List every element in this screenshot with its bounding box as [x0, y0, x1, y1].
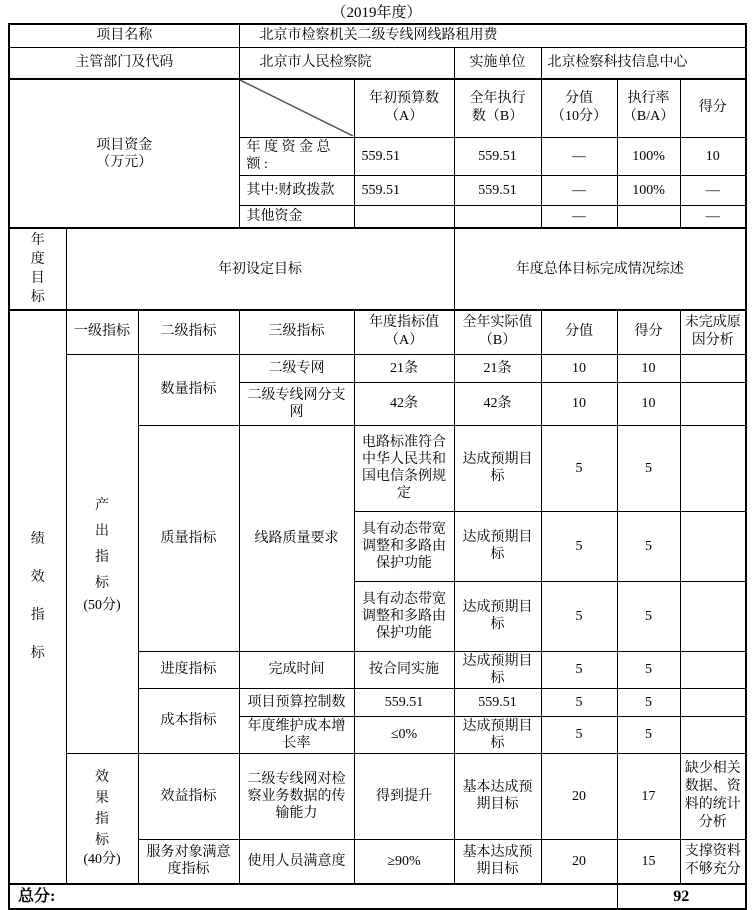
perf-header-l2: 二级指标 [138, 310, 239, 354]
target-cell: 具有动态带宽调整和多路由保护功能 [354, 511, 454, 581]
rate-value: 100% [617, 137, 680, 175]
funding-header-rate: 执行率 （B/A） [617, 79, 680, 137]
budget-value [354, 205, 454, 228]
target-cell: 具有动态带宽调整和多路由保护功能 [354, 581, 454, 651]
total-label: 总分: [9, 884, 617, 909]
project-name-value: 北京市检察机关二级专线网线路租用费 [239, 24, 746, 47]
weight-cell: 5 [541, 511, 617, 581]
goal-initial-header: 年初设定目标 [66, 228, 454, 310]
level1-output-indicator: 产出指标 (50分) [66, 354, 138, 753]
annual-goal-section-label: 年度目标 [9, 228, 66, 310]
funding-row-label: 其中:财政拨款 [239, 175, 354, 205]
target-cell: 得到提升 [354, 753, 454, 839]
weight-cell: 5 [541, 651, 617, 688]
l3-cell: 年度维护成本增长率 [239, 716, 354, 753]
score-cell: 17 [617, 753, 680, 839]
actual-cell: 达成预期目标 [454, 651, 541, 688]
reason-cell [680, 425, 746, 511]
level2-quantity: 数量指标 [138, 354, 239, 425]
diagonal-header-cell [239, 79, 354, 137]
rate-value [617, 205, 680, 228]
score-value: 10 [680, 137, 746, 175]
funding-header-score: 得分 [680, 79, 746, 137]
score-cell: 5 [617, 425, 680, 511]
funding-section-label: 项目资金 （万元） [9, 79, 239, 228]
weight-cell: 20 [541, 839, 617, 884]
weight-cell: 5 [541, 581, 617, 651]
weight-cell: 10 [541, 354, 617, 382]
perf-row [9, 354, 746, 382]
impl-unit-label: 实施单位 [454, 47, 541, 79]
target-cell: 按合同实施 [354, 651, 454, 688]
reason-cell [680, 688, 746, 716]
actual-cell: 559.51 [454, 688, 541, 716]
total-score-value: 92 [617, 884, 746, 909]
l3-cell: 二级专线网对检察业务数据的传输能力 [239, 753, 354, 839]
l3-cell: 二级专网 [239, 354, 354, 382]
funding-header-actual: 全年执行 数（B） [454, 79, 541, 137]
weight-cell: 10 [541, 382, 617, 425]
evaluation-table [8, 23, 747, 910]
level2-quality: 质量指标 [138, 425, 239, 651]
score-value: — [680, 175, 746, 205]
reason-cell [680, 716, 746, 753]
reason-cell: 支撑资料不够充分 [680, 839, 746, 884]
perf-header-weight: 分值 [541, 310, 617, 354]
funding-row-label: 年度资金总额: [239, 137, 354, 175]
weight-value: — [541, 137, 617, 175]
reason-cell [680, 651, 746, 688]
target-cell: 21条 [354, 354, 454, 382]
reason-cell [680, 382, 746, 425]
score-cell: 5 [617, 688, 680, 716]
actual-value: 559.51 [454, 137, 541, 175]
impl-unit-value: 北京检察科技信息中心 [541, 47, 746, 79]
weight-value: — [541, 205, 617, 228]
level2-cost: 成本指标 [138, 688, 239, 753]
dept-label: 主管部门及代码 [9, 47, 239, 79]
actual-cell: 42条 [454, 382, 541, 425]
target-cell: 559.51 [354, 688, 454, 716]
budget-value: 559.51 [354, 137, 454, 175]
level1-effect-indicator: 效果指标 (40分) [66, 753, 138, 884]
actual-cell: 达成预期目标 [454, 716, 541, 753]
perf-row [9, 753, 746, 839]
target-cell: ≤0% [354, 716, 454, 753]
level2-benefit: 效益指标 [138, 753, 239, 839]
actual-cell: 达成预期目标 [454, 581, 541, 651]
level2-progress: 进度指标 [138, 651, 239, 688]
reason-cell [680, 354, 746, 382]
actual-value: 559.51 [454, 175, 541, 205]
perf-header-row [9, 310, 746, 354]
score-cell: 15 [617, 839, 680, 884]
project-name-label: 项目名称 [9, 24, 239, 47]
funding-row-label: 其他资金 [239, 205, 354, 228]
weight-cell: 5 [541, 688, 617, 716]
l3-cell: 项目预算控制数 [239, 688, 354, 716]
weight-cell: 20 [541, 753, 617, 839]
actual-cell: 达成预期目标 [454, 511, 541, 581]
perf-header-l1: 一级指标 [66, 310, 138, 354]
target-cell: 电路标准符合中华人民共和国电信条例规定 [354, 425, 454, 511]
perf-section-label: 绩效指标 [9, 310, 66, 884]
total-row [9, 884, 746, 909]
weight-cell: 5 [541, 425, 617, 511]
level2-satisfaction: 服务对象满意度指标 [138, 839, 239, 884]
l3-cell: 使用人员满意度 [239, 839, 354, 884]
actual-value [454, 205, 541, 228]
l3-cell: 完成时间 [239, 651, 354, 688]
score-cell: 10 [617, 354, 680, 382]
rate-value: 100% [617, 175, 680, 205]
score-cell: 10 [617, 382, 680, 425]
funding-header-weight: 分值 （10分） [541, 79, 617, 137]
report-year-title: （2019年度） [331, 5, 422, 21]
actual-cell: 基本达成预期目标 [454, 753, 541, 839]
budget-value: 559.51 [354, 175, 454, 205]
score-cell: 5 [617, 511, 680, 581]
actual-cell: 基本达成预期目标 [454, 839, 541, 884]
funding-header-budget: 年初预算数 （A） [354, 79, 454, 137]
target-cell: ≥90% [354, 839, 454, 884]
perf-header-actual: 全年实际值 （B） [454, 310, 541, 354]
weight-value: — [541, 175, 617, 205]
perf-header-score: 得分 [617, 310, 680, 354]
l3-cell: 二级专线网分支网 [239, 382, 354, 425]
actual-cell: 达成预期目标 [454, 425, 541, 511]
goal-summary-header: 年度总体目标完成情况综述 [454, 228, 746, 310]
l3-cell: 线路质量要求 [239, 425, 354, 651]
dept-value: 北京市人民检察院 [239, 47, 454, 79]
score-cell: 5 [617, 716, 680, 753]
actual-cell: 21条 [454, 354, 541, 382]
score-cell: 5 [617, 651, 680, 688]
perf-header-l3: 三级指标 [239, 310, 354, 354]
diagonal-line [240, 80, 353, 136]
target-cell: 42条 [354, 382, 454, 425]
reason-cell [680, 581, 746, 651]
score-value: — [680, 205, 746, 228]
perf-header-target: 年度指标值 （A） [354, 310, 454, 354]
reason-cell [680, 511, 746, 581]
weight-cell: 5 [541, 716, 617, 753]
reason-cell: 缺少相关数据、资料的统计分析 [680, 753, 746, 839]
annual-goal-row [9, 228, 746, 310]
score-cell: 5 [617, 581, 680, 651]
perf-header-reason: 未完成原 因分析 [680, 310, 746, 354]
